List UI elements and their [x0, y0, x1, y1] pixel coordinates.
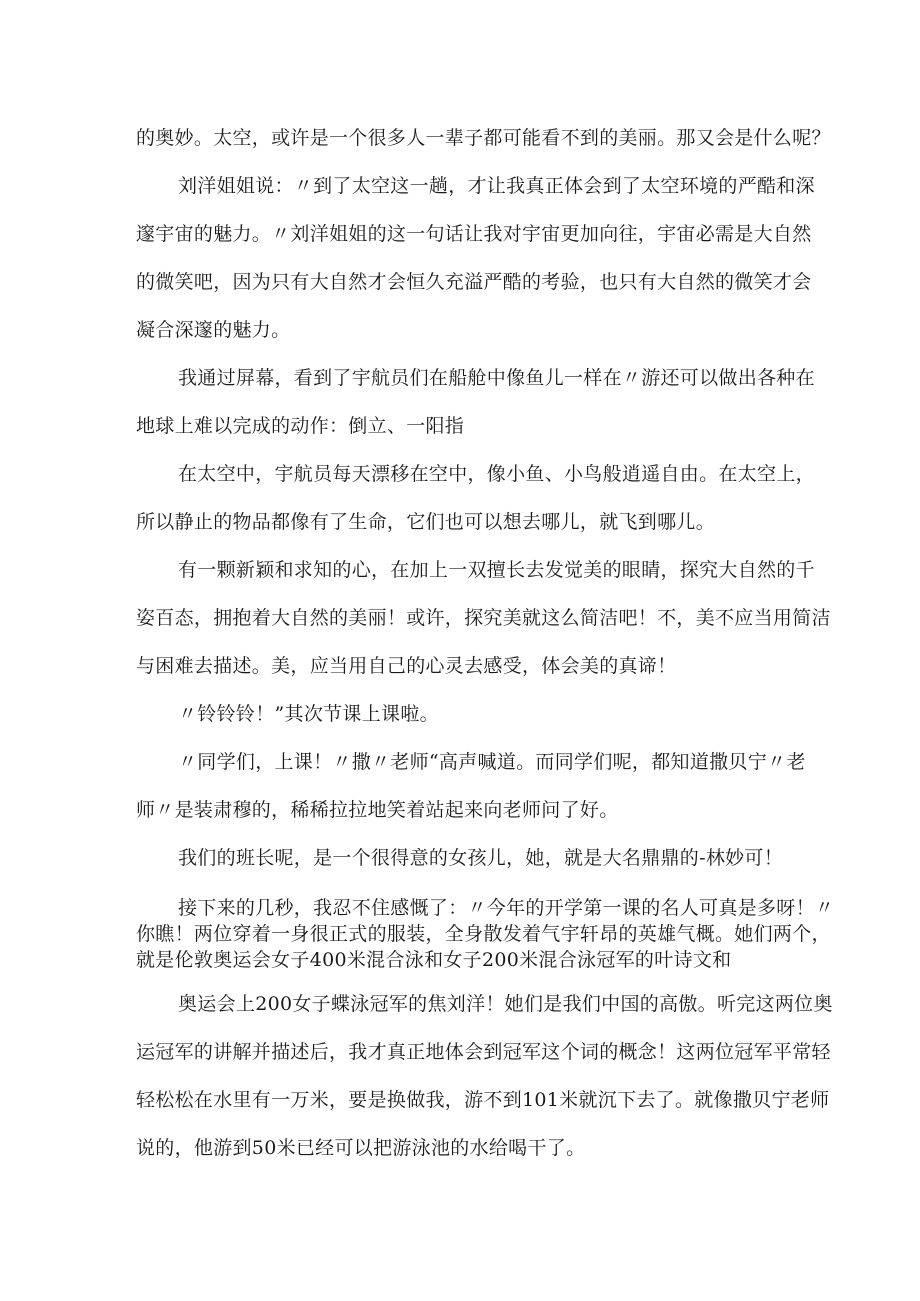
text-line: 〃铃铃铃！”其次节课上课啦。 [178, 703, 439, 725]
text-line: 你瞧！两位穿着一身很正式的服装，全身散发着气宇轩昂的英雄气概。她们两个， [136, 923, 831, 945]
text-line: 〃同学们，上课！〃撒〃老师“高声喊道。而同学们呢，都知道撒贝宁〃老 [178, 751, 806, 773]
text-line: 凝合深邃的魅力。 [136, 319, 291, 341]
text-line: 的微笑吧，因为只有大自然才会恒久充溢严酷的考验，也只有大自然的微笑才会 [136, 271, 812, 293]
text-line: 我们的班长呢，是一个很得意的女孩儿，她，就是大名鼎鼎的-林妙可！ [178, 847, 784, 869]
text-line: 所以静止的物品都像有了生命，它们也可以想去哪儿，就飞到哪儿。 [136, 511, 716, 533]
text-line: 运冠军的讲解并描述后，我才真正地体会到冠军这个词的概念！这两位冠军平常轻 [136, 1041, 831, 1063]
text-line: 接下来的几秒，我忍不住感慨了：〃今年的开学第一课的名人可真是多呀！〃 [178, 897, 835, 919]
text-line: 有一颗新颖和求知的心，在加上一双擅长去发觉美的眼睛，探究大自然的千 [178, 559, 815, 581]
text-line: 就是伦敦奥运会女子400米混合泳和女子200米混合泳冠军的叶诗文和 [136, 949, 732, 971]
text-line: 的奥妙。太空，或许是一个很多人一辈子都可能看不到的美丽。那又会是什么呢？ [136, 127, 831, 149]
text-line: 说的，他游到50米已经可以把游泳池的水给喝干了。 [136, 1137, 586, 1159]
text-line: 我通过屏幕，看到了宇航员们在船舱中像鱼儿一样在〃游还可以做出各种在 [178, 367, 815, 389]
text-line: 姿百态，拥抱着大自然的美丽！或许，探究美就这么简洁吧！不，美不应当用简洁 [136, 607, 831, 629]
text-line: 邃宇宙的魅力。〃刘洋姐姐的这一句话让我对宇宙更加向往，宇宙必需是大自然 [136, 223, 812, 245]
text-line: 与困难去描述。美，应当用自己的心灵去感受，体会美的真谛！ [136, 655, 677, 677]
text-line: 刘洋姐姐说：〃到了太空这一趟，才让我真正体会到了太空环境的严酷和深 [178, 175, 815, 197]
text-line: 奥运会上200女子蝶泳冠军的焦刘洋！她们是我们中国的高傲。听完这两位奥 [178, 993, 833, 1015]
text-line: 师〃是装肃穆的，稀稀拉拉地笑着站起来向老师问了好。 [136, 799, 619, 821]
text-line: 轻松松在水里有一万米，要是换做我，游不到101米就沉下去了。就像撒贝宁老师 [136, 1089, 830, 1111]
text-line: 在太空中，宇航员每天漂移在空中，像小鱼、小鸟般逍遥自由。在太空上， [178, 463, 815, 485]
text-line: 地球上难以完成的动作：倒立、一阳指 [136, 415, 465, 437]
